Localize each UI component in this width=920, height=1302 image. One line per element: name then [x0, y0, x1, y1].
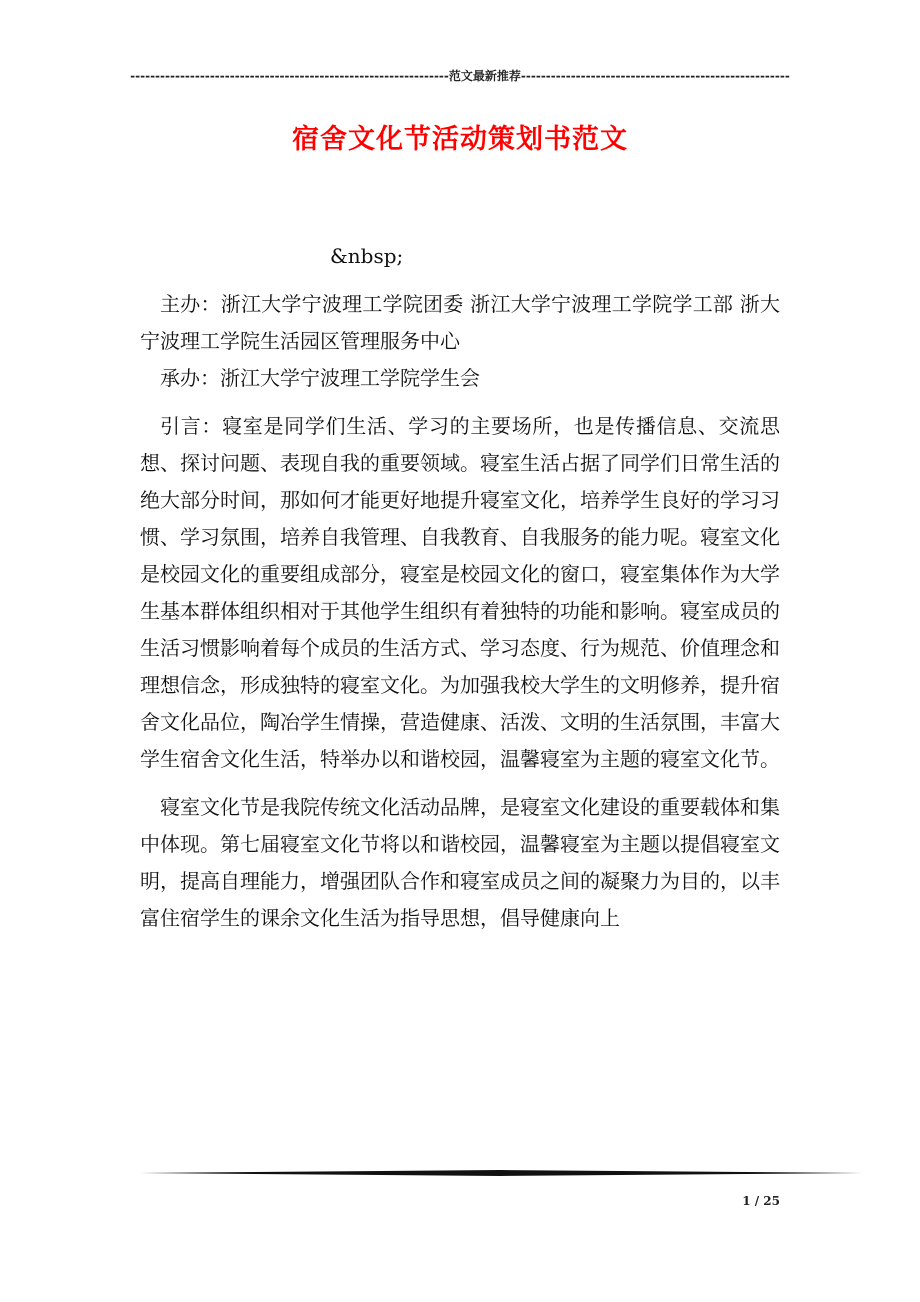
paragraph-co-organizer: 承办：浙江大学宁波理工学院学生会 — [160, 366, 480, 390]
footer-divider — [140, 1170, 863, 1176]
document-body — [140, 238, 780, 937]
page-header: ----------------------------------------------------------------范文最新推荐------------------------------------------------------ — [130, 69, 790, 83]
paragraph-organizers: 主办：浙江大学宁波理工学院团委 浙江大学宁波理工学院学工部 浙大宁波理工学院生活园区管理服务中心 — [140, 292, 780, 353]
document-title: 宿舍文化节活动策划书范文 — [292, 124, 628, 155]
paragraph-nbsp: &nbsp; — [330, 244, 404, 268]
paragraph-festival-description: 寝室文化节是我院传统文化活动品牌，是寝室文化建设的重要载体和集中体现。第七届寝室文化节将以和谐校园，温馨寝室为主题以提倡寝室文明，提高自理能力，增强团队合作和寝室成员之间的凝聚力为目的，以丰富住宿学生的课余文化生活为指导思想，倡导健康向上 — [140, 795, 780, 930]
page-number: 1 / 25 — [742, 1194, 780, 1208]
paragraph-introduction: 引言：寝室是同学们生活、学习的主要场所，也是传播信息、交流思想、探讨问题、表现自我的重要领域。寝室生活占据了同学们日常生活的绝大部分时间，那如何才能更好地提升寝室文化，培养学生良好的学习习惯、学习氛围，培养自我管理、自我教育、自我服务的能力呢。寝室文化是校园文化的重要组成部分，寝室是校园文化的窗口，寝室集体作为大学生基本群体组织相对于其他学生组织有着独特的功能和影响。寝室成员的生活习惯影响着每个成员的生活方式、学习态度、行为规范、价值理念和理想信念，形成独特的寝室文化。为加强我校大学生的文明修养，提升宿舍文化品位，陶冶学生情操，营造健康、活泼、文明的生活氛围，丰富大学生宿舍文化生活，特举办以和谐校园，温馨寝室为主题的寝室文化节。 — [140, 414, 780, 771]
